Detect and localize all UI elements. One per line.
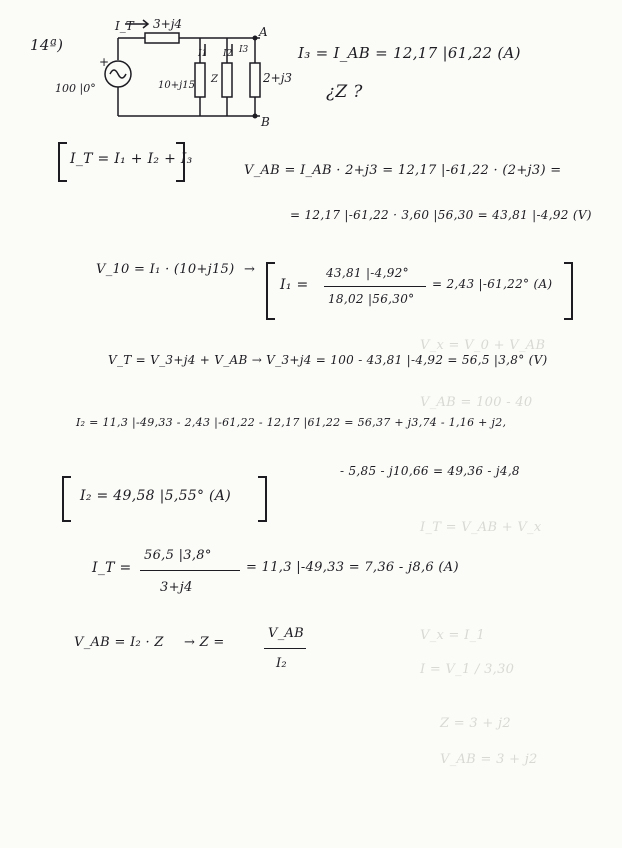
z-numerator: V_AB — [268, 626, 305, 641]
bleed-text: I = V_1 / 3,30 — [420, 662, 515, 677]
bracket-right — [258, 476, 267, 522]
node-b-label: B — [261, 115, 270, 128]
bracket-left — [62, 476, 71, 522]
bleed-text: I_T = V_AB + V_x — [420, 520, 542, 535]
z-lhs: → Z = — [184, 635, 225, 650]
vab-equation-line2: = 12,17 |-61,22 · 3,60 |56,30 = 43,81 |-4,92 (V) — [290, 208, 592, 222]
it-lhs: I_T = — [92, 560, 132, 576]
branch2-impedance-box — [222, 63, 232, 97]
bleed-text: V_x = V_0 + V_AB — [420, 338, 546, 353]
series-impedance-label: 3+j4 — [153, 17, 183, 31]
i1-result: = 2,43 |-61,22° (A) — [432, 277, 553, 291]
node-a-label: A — [259, 25, 268, 39]
i2-equation-line2: - 5,85 - j10,66 = 49,36 - j4,8 — [340, 464, 520, 478]
branch1-impedance-label: 10+j15 — [158, 80, 195, 91]
arrow-symbol: → — [244, 262, 256, 277]
plus-sign: + — [99, 55, 110, 69]
bleed-text: V_x = I_1 — [420, 628, 485, 643]
circuit-diagram — [55, 8, 315, 128]
branch2-impedance-label: Z — [211, 74, 218, 85]
bracket-right — [176, 142, 185, 182]
bleed-text: Z = 3 + j2 — [440, 716, 511, 731]
fraction-bar — [140, 570, 240, 571]
i1-lhs: I₁ = — [280, 277, 309, 293]
z-denominator: I₂ — [276, 656, 287, 671]
branch2-current-label: I2 — [223, 49, 233, 59]
given-statement: I₃ = I_AB = 12,17 |61,22 (A) — [298, 44, 521, 62]
it-numerator: 56,5 |3,8° — [144, 548, 212, 563]
current-total-label: I_T — [115, 19, 134, 33]
source-value-label: 100 |0° — [55, 82, 96, 95]
fraction-bar — [324, 286, 426, 287]
vab-z-equation: V_AB = I₂ · Z — [74, 635, 164, 650]
branch3-impedance-label: 2+j3 — [263, 71, 293, 85]
bracket-right — [564, 262, 573, 320]
i1-numerator: 43,81 |-4,92° — [326, 266, 409, 280]
v10-equation: V_10 = I₁ · (10+j15) — [96, 262, 235, 277]
branch3-current-label: I3 — [239, 45, 249, 55]
i1-denominator: 18,02 |56,30° — [328, 292, 415, 306]
total-current-equation: I_T = I₁ + I₂ + I₃ — [70, 151, 193, 167]
bracket-left — [266, 262, 275, 320]
node-b-dot — [253, 114, 258, 119]
it-result: = 11,3 |-49,33 = 7,36 - j8,6 (A) — [246, 560, 459, 575]
fraction-bar — [264, 648, 306, 649]
branch1-impedance-box — [195, 63, 205, 97]
vab-equation-line1: V_AB = I_AB · 2+j3 = 12,17 |-61,22 · (2+j3) = — [244, 163, 562, 178]
branch3-impedance-box — [250, 63, 260, 97]
vt-equation: V_T = V_3+j4 + V_AB → V_3+j4 = 100 - 43,81 |-4,92 = 56,5 |3,8° (V) — [108, 353, 548, 367]
i2-equation-line1: I₂ = 11,3 |-49,33 - 2,43 |-61,22 - 12,17 |61,22 = 56,37 + j3,74 - 1,16 + j2, — [76, 416, 507, 429]
it-denominator: 3+j4 — [160, 580, 193, 595]
branch1-current-label: I1 — [198, 49, 208, 59]
series-impedance-box — [145, 33, 179, 43]
bracket-left — [58, 142, 67, 182]
node-a-dot — [253, 36, 258, 41]
bleed-text: V_AB = 100 - 40 — [420, 395, 533, 410]
question: ¿Z ? — [326, 82, 363, 102]
sine-wave-icon — [110, 70, 126, 78]
problem-number: 14ª) — [30, 36, 64, 54]
bleed-text: V_AB = 3 + j2 — [440, 752, 538, 767]
i2-result: I₂ = 49,58 |5,55° (A) — [80, 488, 231, 504]
